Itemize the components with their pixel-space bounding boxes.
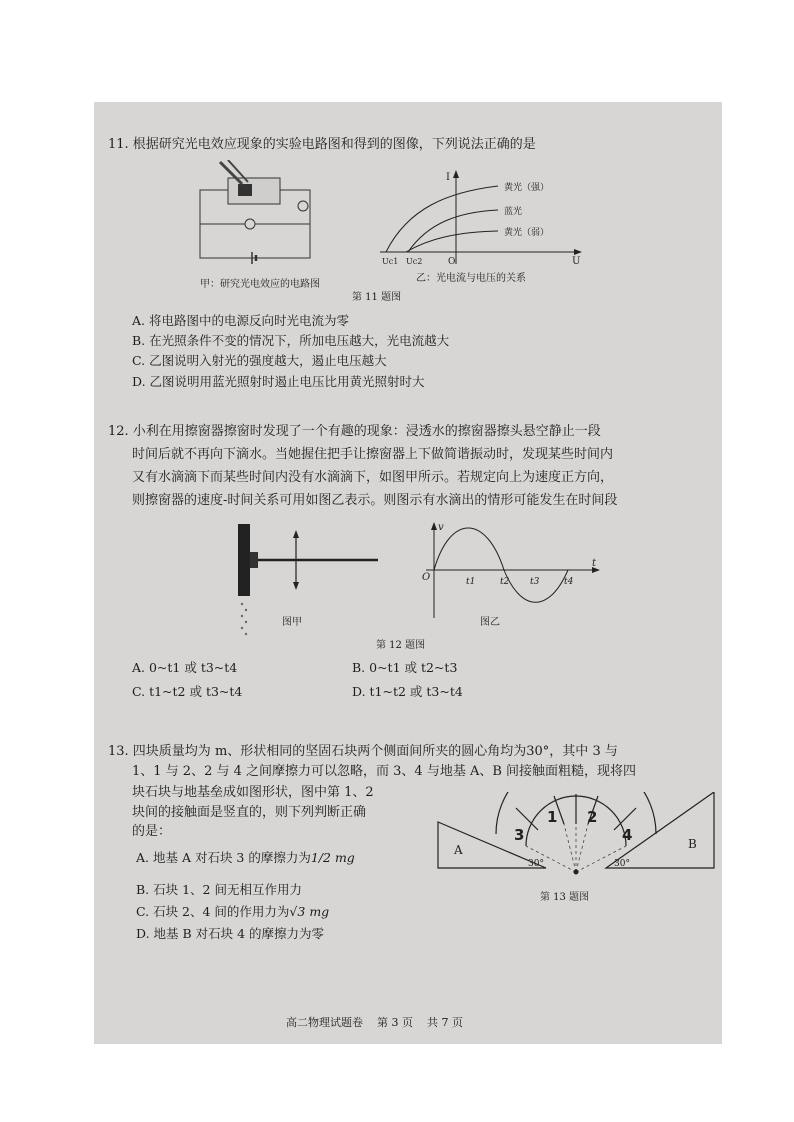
q11-option-c[interactable]: C. 乙图说明入射光的强度越大，遏止电压越大 xyxy=(132,353,387,368)
curve-blue xyxy=(408,210,498,252)
stone-3-label: 3 xyxy=(514,826,525,844)
q11-stem: 11. 根据研究光电效应现象的实验电路图和得到的图像，下列说法正确的是 xyxy=(108,137,536,152)
q12-fig-jia-caption: 图甲 xyxy=(282,617,302,628)
tick-t1: t1 xyxy=(466,577,476,587)
exam-page xyxy=(94,102,722,1044)
q11-option-b[interactable]: B. 在光照条件不变的情况下，所加电压越大，光电流越大 xyxy=(132,333,450,348)
tick-t3: t3 xyxy=(530,577,540,587)
axis-u-label: U xyxy=(572,256,581,267)
q13-option-a-value: 1/2 mg xyxy=(310,850,355,865)
curve-yellow-strong xyxy=(386,186,498,252)
axis-v-label: v xyxy=(438,522,444,533)
wiper-head-icon xyxy=(238,524,250,596)
stone-1-label: 1 xyxy=(547,808,558,826)
q12-option-b[interactable]: B. 0~t1 或 t2~t3 xyxy=(352,660,458,675)
q12-fig-yi-caption: 图乙 xyxy=(480,617,500,628)
q13-option-a-text: A. 地基 A 对石块 3 的摩擦力为 xyxy=(136,850,311,865)
q13-arch-figure xyxy=(436,792,716,882)
q13-line-3: 块石块与地基垒成如图形状，图中第 1、2 xyxy=(132,785,374,800)
q12-option-a[interactable]: A. 0~t1 或 t3~t4 xyxy=(132,660,238,675)
tick-t4: t4 xyxy=(564,577,574,587)
q13-line-4: 块间的接触面是竖直的，则下列判断正确 xyxy=(132,805,367,820)
q11-fig-jia-caption: 甲：研究光电效应的电路图 xyxy=(200,279,320,290)
q13-option-a[interactable] xyxy=(136,848,355,868)
q11-option-d[interactable]: D. 乙图说明用蓝光照射时遏止电压比用黄光照射时大 xyxy=(132,374,425,389)
angle-left-label: 30° xyxy=(528,859,544,869)
q12-option-c[interactable]: C. t1~t2 或 t3~t4 xyxy=(132,684,243,699)
curve-label-yellow-strong: 黄光（强） xyxy=(504,183,550,193)
q11-option-a[interactable]: A. 将电路图中的电源反向时光电流为零 xyxy=(132,313,349,328)
q13-line-1: 13. 四块质量均为 m、形状相同的坚固石块两个侧面间所夹的圆心角均为30°，其中 3 与 xyxy=(108,744,618,759)
cathode-icon xyxy=(238,184,252,196)
q11-iu-graph xyxy=(378,168,588,272)
stone-2-label: 2 xyxy=(587,808,598,826)
q13-option-c-value: √3 mg xyxy=(289,904,330,919)
axis-i-label: I xyxy=(446,172,450,183)
curve-label-yellow-weak: 黄光（弱） xyxy=(504,228,550,238)
q12-vt-graph xyxy=(416,518,606,628)
q13-option-b[interactable]: B. 石块 1、2 间无相互作用力 xyxy=(136,882,302,897)
q11-fig-yi-caption: 乙：光电流与电压的关系 xyxy=(416,273,526,284)
velocity-curve xyxy=(434,528,568,602)
q13-figure-label: 第 13 题图 xyxy=(540,892,590,903)
q13-option-d[interactable]: D. 地基 B 对石块 4 的摩擦力为零 xyxy=(136,926,325,941)
uc1-label: Uc1 xyxy=(382,257,399,266)
voltmeter-icon xyxy=(298,201,308,211)
page-footer: 高二物理试题卷 第 3 页 共 7 页 xyxy=(286,1016,463,1029)
origin-label: O xyxy=(448,257,456,267)
curve-yellow-weak xyxy=(406,231,498,252)
angle-right-label: 30° xyxy=(614,859,630,869)
q13-option-c[interactable] xyxy=(136,902,329,922)
uc2-label: Uc2 xyxy=(406,257,423,266)
q11-figure-label: 第 11 题图 xyxy=(352,292,402,303)
q13-line-5: 的是： xyxy=(132,824,172,839)
q12-line-2: 时间后就不再向下滴水。当她握住把手让擦窗器上下做简谐振动时，发现某些时间内 xyxy=(132,447,614,462)
q12-line-4: 则擦窗器的速度-时间关系可用如图乙表示。则图示有水滴出的情形可能发生在时间段 xyxy=(132,493,618,508)
q12-line-1: 12. 小利在用擦窗器擦窗时发现了一个有趣的现象：浸透水的擦窗器擦头悬空静止一段 xyxy=(108,424,601,439)
base-b-label: B xyxy=(688,837,697,851)
ammeter-icon xyxy=(245,219,255,229)
stone-4-label: 4 xyxy=(622,826,633,844)
axis-t-label: t xyxy=(592,558,597,569)
q12-option-d[interactable]: D. t1~t2 或 t3~t4 xyxy=(352,684,463,699)
q11-circuit-diagram xyxy=(190,160,320,270)
origin-label: O xyxy=(422,572,431,583)
q12-line-3: 又有水滴滴下而某些时间内没有水滴滴下，如图甲所示。若规定向上为速度正方向， xyxy=(132,470,614,485)
q13-line-2: 1、1 与 2、2 与 4 之间摩擦力可以忽略，而 3、4 与地基 A、B 间接触面粗糙，现将四 xyxy=(132,764,637,779)
q13-option-c-text: C. 石块 2、4 间的作用力为 xyxy=(136,904,290,919)
tick-t2: t2 xyxy=(500,577,510,587)
q12-figure-label: 第 12 题图 xyxy=(376,640,426,651)
base-a-label: A xyxy=(454,843,463,857)
curve-label-blue: 蓝光 xyxy=(504,207,523,217)
q12-wiper-figure xyxy=(232,522,382,642)
